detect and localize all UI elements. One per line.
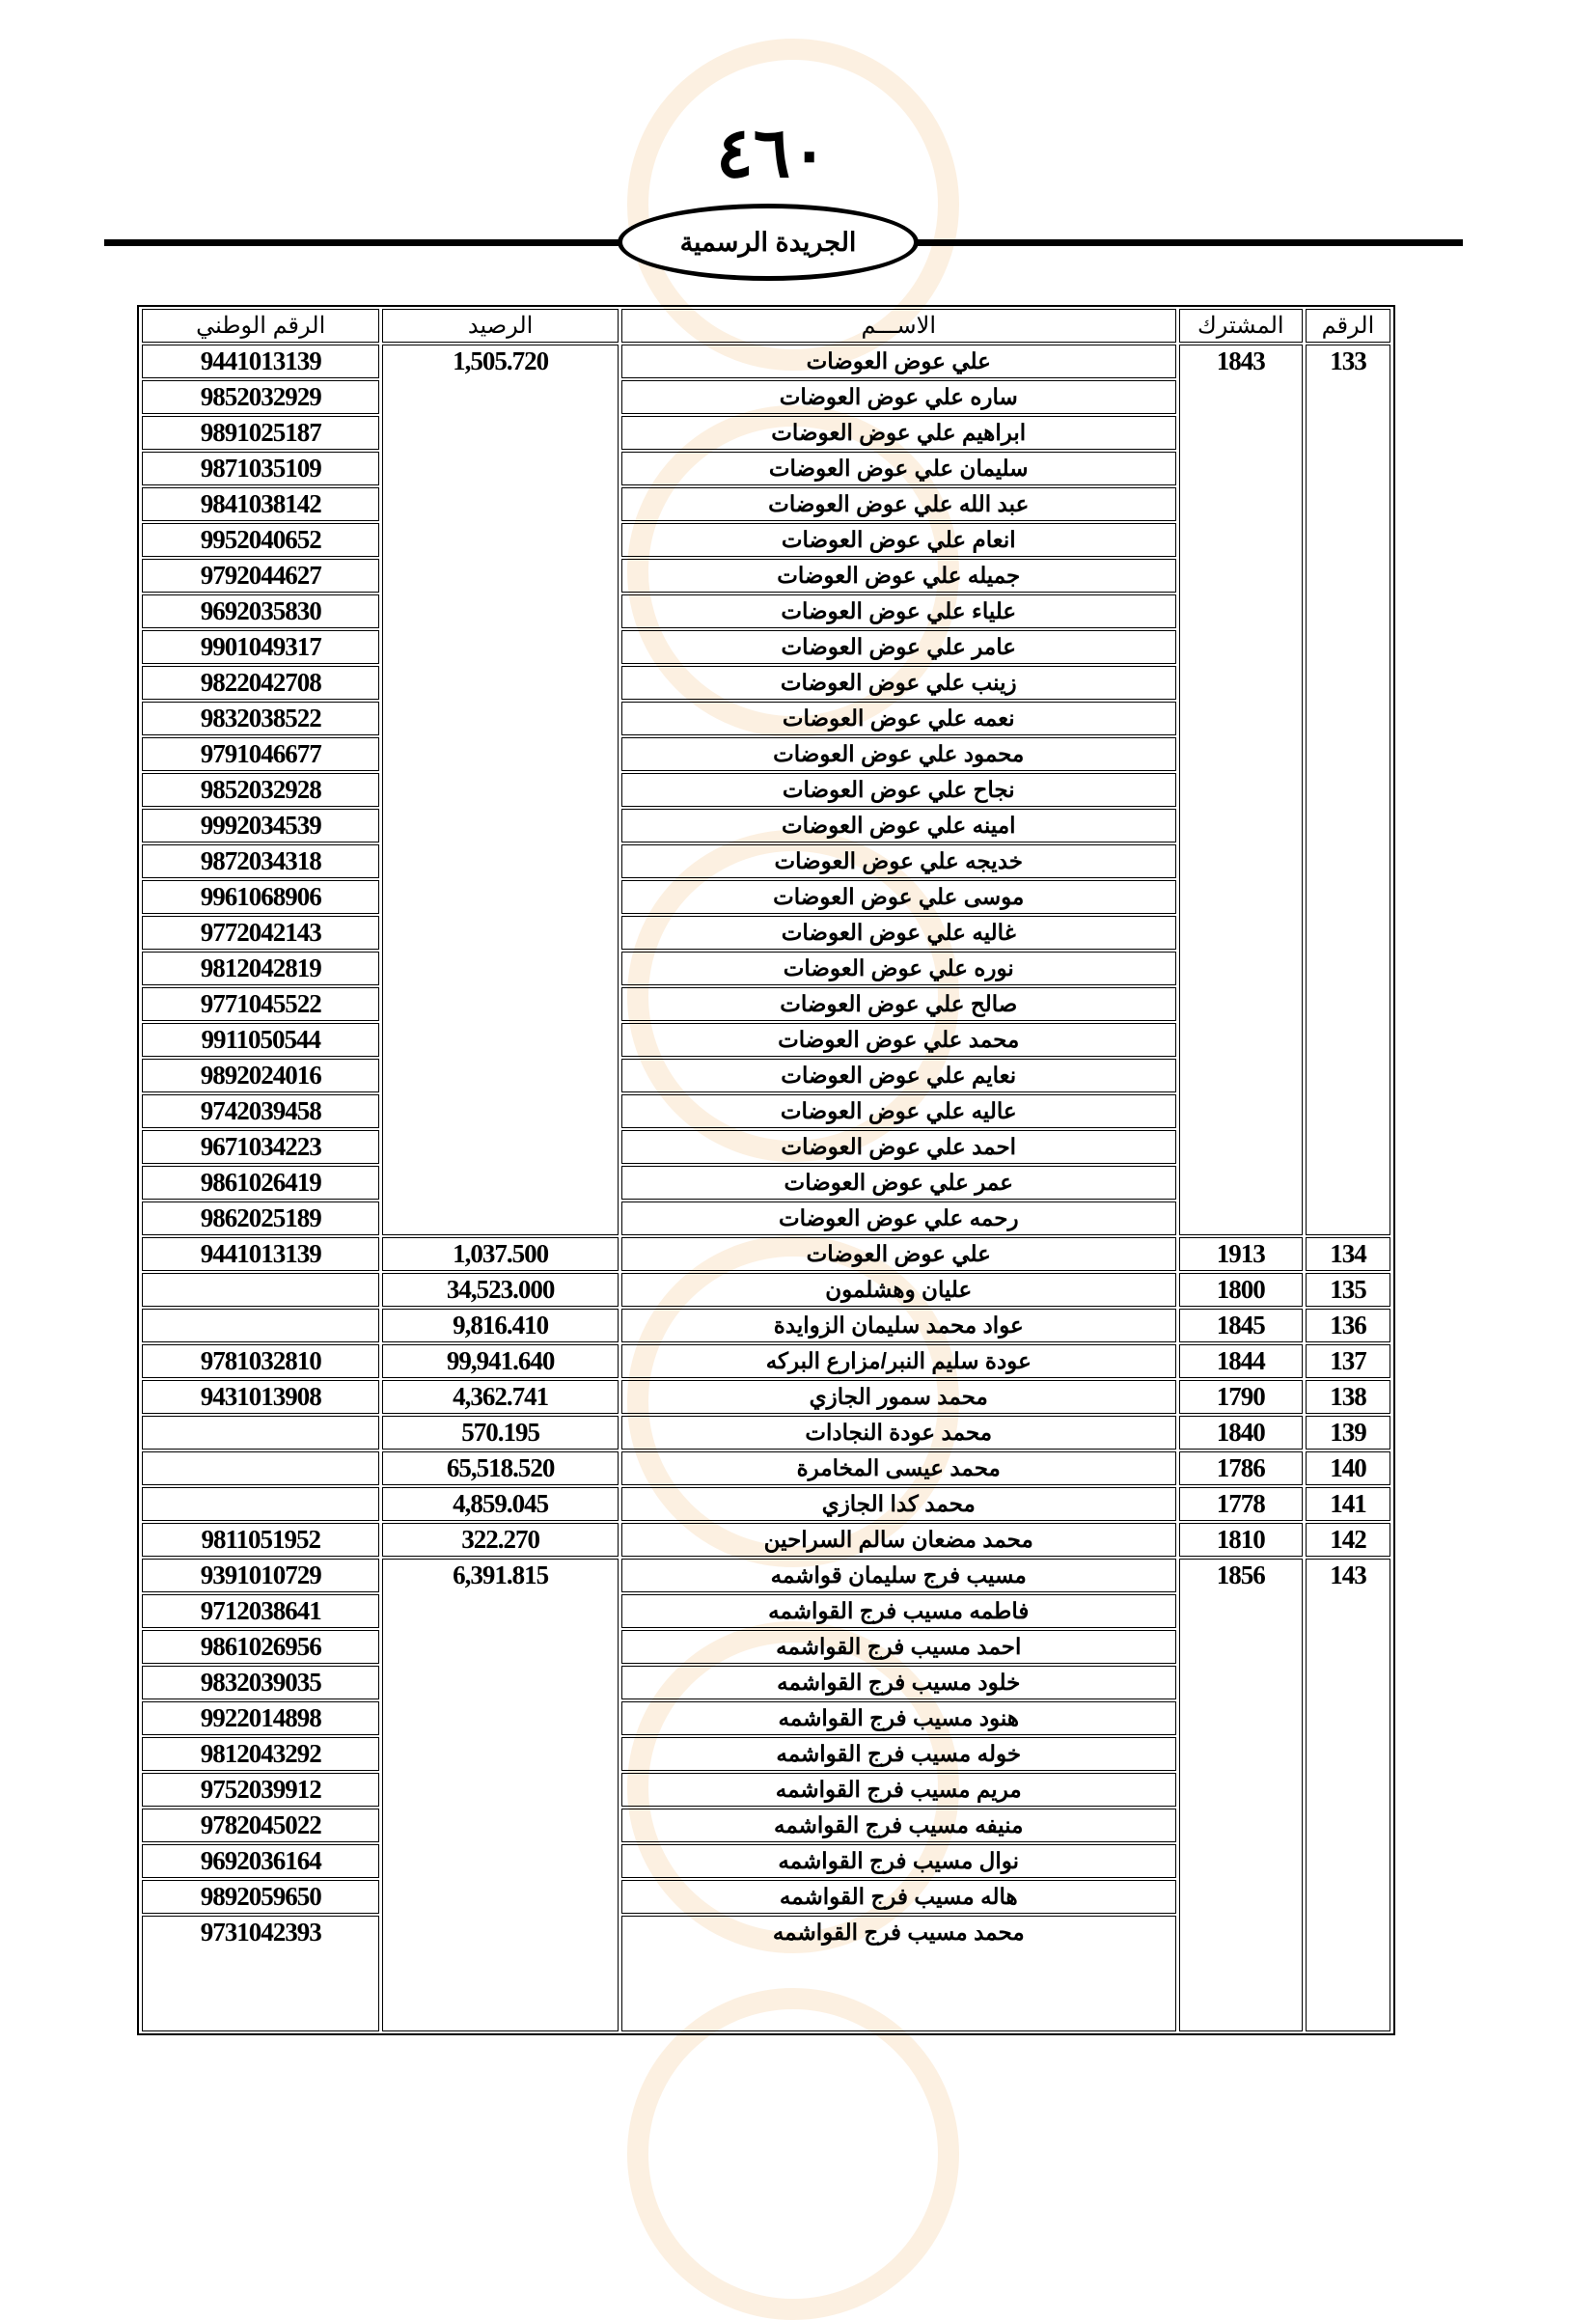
name-cell: صالح علي عوض العوضات xyxy=(621,987,1176,1021)
balance-cell: 322.270 xyxy=(382,1523,618,1557)
national-id-cell: 9901049317 xyxy=(142,630,379,664)
name-cell: محمد سمور الجازي xyxy=(621,1380,1176,1414)
name-cell: نوال مسيب فرج القواشمه xyxy=(621,1844,1176,1878)
national-id-cell: 9852032928 xyxy=(142,773,379,807)
name-cell: مريم مسيب فرج القواشمه xyxy=(621,1773,1176,1807)
name-cell: عاليه علي عوض العوضات xyxy=(621,1094,1176,1128)
national-id-cell: 9861026956 xyxy=(142,1630,379,1664)
name-cell: زينب علي عوض العوضات xyxy=(621,666,1176,700)
column-header-number: الرقم xyxy=(1306,309,1390,343)
row-number-cell: 133 xyxy=(1306,345,1390,1235)
national-id-cell xyxy=(142,1451,379,1485)
name-cell: موسى علي عوض العوضات xyxy=(621,880,1176,914)
column-header-balance: الرصيد xyxy=(382,309,618,343)
national-id-cell: 9771045522 xyxy=(142,987,379,1021)
subscriber-cell: 1845 xyxy=(1179,1309,1303,1342)
column-header-national-id: الرقم الوطني xyxy=(142,309,379,343)
national-id-cell: 9712038641 xyxy=(142,1594,379,1628)
national-id-cell: 9772042143 xyxy=(142,916,379,950)
name-cell: امينه علي عوض العوضات xyxy=(621,809,1176,842)
national-id-cell xyxy=(142,1273,379,1307)
subscribers-table xyxy=(137,305,1395,2035)
table-row xyxy=(142,1344,1390,1378)
national-id-cell: 9812042819 xyxy=(142,952,379,985)
subscriber-cell: 1810 xyxy=(1179,1523,1303,1557)
national-id-cell: 9731042393 xyxy=(142,1916,379,2031)
name-cell: محمد مسيب فرج القواشمه xyxy=(621,1916,1176,2031)
row-number-cell: 137 xyxy=(1306,1344,1390,1378)
national-id-cell: 9742039458 xyxy=(142,1094,379,1128)
name-cell: علياء علي عوض العوضات xyxy=(621,594,1176,628)
national-id-cell: 9892024016 xyxy=(142,1059,379,1092)
national-id-cell xyxy=(142,1487,379,1521)
balance-cell: 570.195 xyxy=(382,1416,618,1450)
row-number-cell: 139 xyxy=(1306,1416,1390,1450)
page-number: ٤٦٠ xyxy=(715,111,828,193)
name-cell: عمر علي عوض العوضات xyxy=(621,1166,1176,1200)
table-row xyxy=(142,1273,1390,1307)
name-cell: مسيب فرج سليمان قواشمه xyxy=(621,1559,1176,1592)
name-cell: رحمه علي عوض العوضات xyxy=(621,1201,1176,1235)
national-id-cell: 9812043292 xyxy=(142,1737,379,1771)
name-cell: محمد عيسى المخامرة xyxy=(621,1451,1176,1485)
national-id-cell: 9441013139 xyxy=(142,1237,379,1271)
national-id-cell: 9871035109 xyxy=(142,452,379,485)
name-cell: سليمان علي عوض العوضات xyxy=(621,452,1176,485)
national-id-cell: 9692035830 xyxy=(142,594,379,628)
name-cell: احمد مسيب فرج القواشمه xyxy=(621,1630,1176,1664)
name-cell: منيفه مسيب فرج القواشمه xyxy=(621,1809,1176,1842)
name-cell: عبد الله علي عوض العوضات xyxy=(621,487,1176,521)
national-id-cell: 9431013908 xyxy=(142,1380,379,1414)
balance-cell: 65,518.520 xyxy=(382,1451,618,1485)
subscriber-cell: 1800 xyxy=(1179,1273,1303,1307)
name-cell: محمد عودة النجادات xyxy=(621,1416,1176,1450)
name-cell: فاطمه مسيب فرج القواشمه xyxy=(621,1594,1176,1628)
row-number-cell: 138 xyxy=(1306,1380,1390,1414)
name-cell: نوره علي عوض العوضات xyxy=(621,952,1176,985)
national-id-cell: 9861026419 xyxy=(142,1166,379,1200)
subscriber-cell: 1843 xyxy=(1179,345,1303,1235)
row-number-cell: 135 xyxy=(1306,1273,1390,1307)
row-number-cell: 141 xyxy=(1306,1487,1390,1521)
national-id-cell: 9792044627 xyxy=(142,559,379,593)
national-id-cell: 9441013139 xyxy=(142,345,379,378)
national-id-cell: 9992034539 xyxy=(142,809,379,842)
name-cell: عامر علي عوض العوضات xyxy=(621,630,1176,664)
balance-cell: 1,037.500 xyxy=(382,1237,618,1271)
national-id-cell: 9782045022 xyxy=(142,1809,379,1842)
name-cell: خلود مسيب فرج القواشمه xyxy=(621,1666,1176,1699)
table-body xyxy=(142,345,1390,2031)
subscriber-cell: 1844 xyxy=(1179,1344,1303,1378)
subscriber-cell: 1790 xyxy=(1179,1380,1303,1414)
national-id-cell: 9811051952 xyxy=(142,1523,379,1557)
balance-cell: 6,391.815 xyxy=(382,1559,618,2031)
watermark-clock-icon xyxy=(627,1988,959,2320)
national-id-cell: 9391010729 xyxy=(142,1559,379,1592)
row-number-cell: 136 xyxy=(1306,1309,1390,1342)
row-number-cell: 143 xyxy=(1306,1559,1390,2031)
name-cell: نجاح علي عوض العوضات xyxy=(621,773,1176,807)
national-id-cell xyxy=(142,1309,379,1342)
table-row xyxy=(142,1309,1390,1342)
national-id-cell xyxy=(142,1416,379,1450)
national-id-cell: 9892059650 xyxy=(142,1880,379,1914)
national-id-cell: 9862025189 xyxy=(142,1201,379,1235)
name-cell: خديجه علي عوض العوضات xyxy=(621,844,1176,878)
row-number-cell: 142 xyxy=(1306,1523,1390,1557)
national-id-cell: 9961068906 xyxy=(142,880,379,914)
table-row xyxy=(142,1523,1390,1557)
national-id-cell: 9852032929 xyxy=(142,380,379,414)
name-cell: عليان وهشلمون xyxy=(621,1273,1176,1307)
national-id-cell: 9791046677 xyxy=(142,737,379,771)
publication-title: الجريدة الرسمية xyxy=(679,227,857,257)
balance-cell: 34,523.000 xyxy=(382,1273,618,1307)
name-cell: انعام علي عوض العوضات xyxy=(621,523,1176,557)
name-cell: عواد محمد سليمان الزوايدة xyxy=(621,1309,1176,1342)
name-cell: عودة سليم النبر/مزارع البركه xyxy=(621,1344,1176,1378)
table-row xyxy=(142,1559,1390,1592)
balance-cell: 9,816.410 xyxy=(382,1309,618,1342)
table-row xyxy=(142,1451,1390,1485)
name-cell: هاله مسيب فرج القواشمه xyxy=(621,1880,1176,1914)
name-cell: علي عوض العوضات xyxy=(621,345,1176,378)
national-id-cell: 9922014898 xyxy=(142,1701,379,1735)
column-header-subscriber: المشترك xyxy=(1179,309,1303,343)
publication-title-oval xyxy=(618,204,919,281)
national-id-cell: 9891025187 xyxy=(142,416,379,450)
name-cell: محمد علي عوض العوضات xyxy=(621,1023,1176,1057)
national-id-cell: 9671034223 xyxy=(142,1130,379,1164)
subscriber-cell: 1913 xyxy=(1179,1237,1303,1271)
national-id-cell: 9692036164 xyxy=(142,1844,379,1878)
name-cell: علي عوض العوضات xyxy=(621,1237,1176,1271)
row-number-cell: 134 xyxy=(1306,1237,1390,1271)
name-cell: محمد كدا الجازي xyxy=(621,1487,1176,1521)
name-cell: محمد مضعان سالم السراحين xyxy=(621,1523,1176,1557)
national-id-cell: 9752039912 xyxy=(142,1773,379,1807)
table-row xyxy=(142,1237,1390,1271)
name-cell: ابراهيم علي عوض العوضات xyxy=(621,416,1176,450)
subscriber-cell: 1786 xyxy=(1179,1451,1303,1485)
national-id-cell: 9872034318 xyxy=(142,844,379,878)
national-id-cell: 9781032810 xyxy=(142,1344,379,1378)
name-cell: ساره علي عوض العوضات xyxy=(621,380,1176,414)
name-cell: نعايم علي عوض العوضات xyxy=(621,1059,1176,1092)
subscriber-cell: 1778 xyxy=(1179,1487,1303,1521)
name-cell: غاليه علي عوض العوضات xyxy=(621,916,1176,950)
row-number-cell: 140 xyxy=(1306,1451,1390,1485)
balance-cell: 4,362.741 xyxy=(382,1380,618,1414)
name-cell: نعمه علي عوض العوضات xyxy=(621,702,1176,735)
table-row xyxy=(142,1487,1390,1521)
column-header-name: الاســـم xyxy=(621,309,1176,343)
name-cell: احمد علي عوض العوضات xyxy=(621,1130,1176,1164)
national-id-cell: 9841038142 xyxy=(142,487,379,521)
balance-cell: 99,941.640 xyxy=(382,1344,618,1378)
balance-cell: 1,505.720 xyxy=(382,345,618,1235)
name-cell: محمود علي عوض العوضات xyxy=(621,737,1176,771)
name-cell: هنود مسيب فرج القواشمه xyxy=(621,1701,1176,1735)
name-cell: خوله مسيب فرج القواشمه xyxy=(621,1737,1176,1771)
national-id-cell: 9952040652 xyxy=(142,523,379,557)
balance-cell: 4,859.045 xyxy=(382,1487,618,1521)
subscriber-cell: 1856 xyxy=(1179,1559,1303,2031)
table-row xyxy=(142,1380,1390,1414)
national-id-cell: 9832038522 xyxy=(142,702,379,735)
table-row xyxy=(142,345,1390,378)
national-id-cell: 9832039035 xyxy=(142,1666,379,1699)
table-row xyxy=(142,1416,1390,1450)
national-id-cell: 9822042708 xyxy=(142,666,379,700)
national-id-cell: 9911050544 xyxy=(142,1023,379,1057)
subscriber-cell: 1840 xyxy=(1179,1416,1303,1450)
name-cell: جميله علي عوض العوضات xyxy=(621,559,1176,593)
table-header-row xyxy=(142,309,1390,343)
